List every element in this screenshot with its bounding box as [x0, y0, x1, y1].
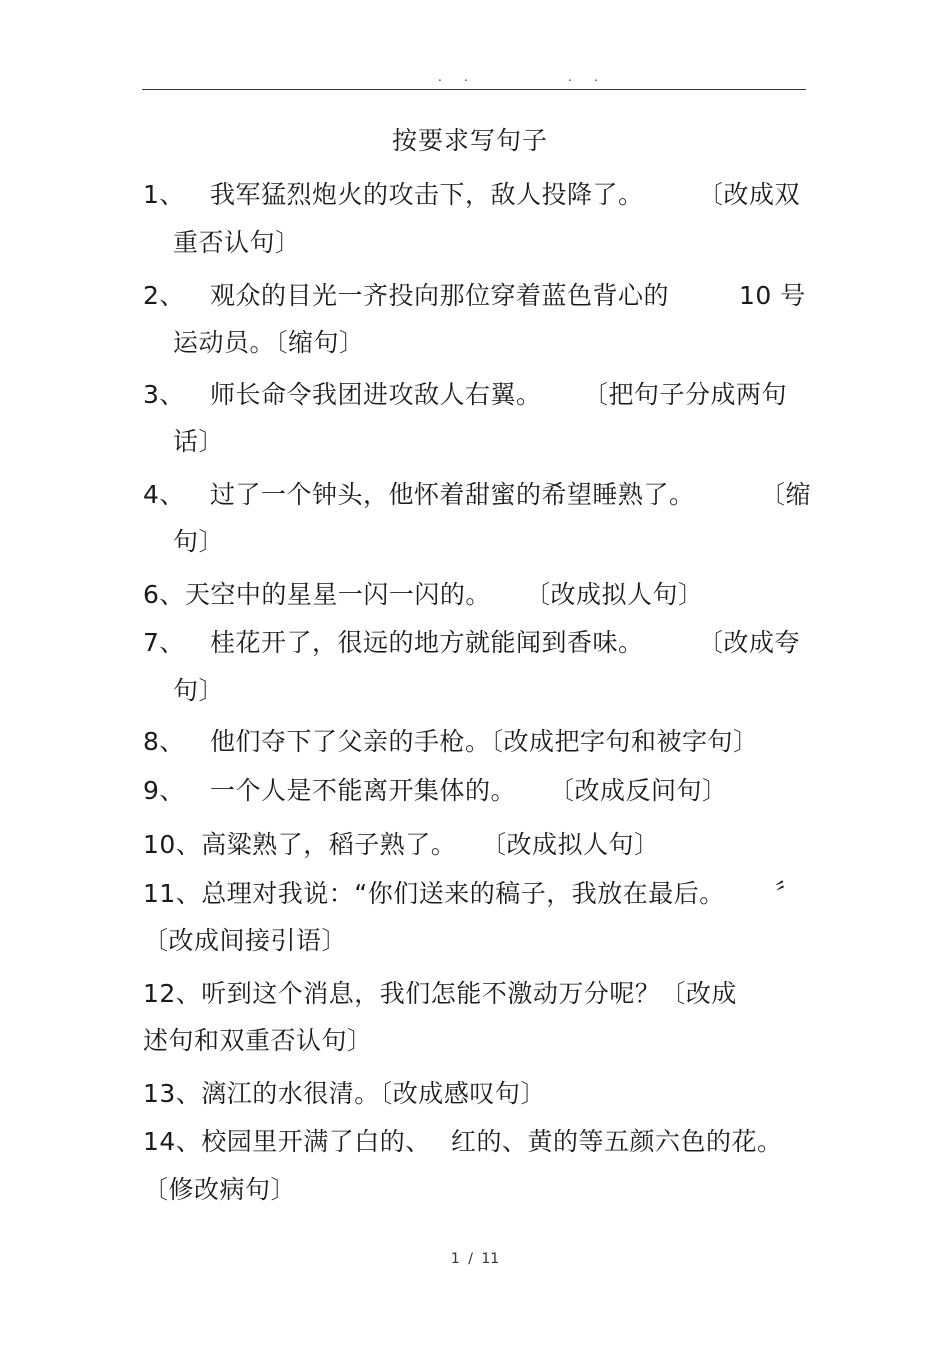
question-8 — [143, 725, 823, 759]
current-page: 1 — [450, 1251, 460, 1267]
question-text: 过了一个钟头，他怀着甜蜜的希望睡熟了。 — [210, 480, 695, 509]
question-number: 2、 — [143, 281, 185, 310]
question-number: 3、 — [143, 380, 185, 409]
question-text: 我军猛烈炮火的攻击下，敌人投降了。 — [210, 180, 644, 209]
question-14-continuation: 〔修改病句〕 — [143, 1175, 297, 1204]
question-1 — [143, 178, 823, 212]
question-requirement: 〔改成双 — [698, 180, 801, 209]
question-text: 一个人是不能离开集体的。 — [210, 776, 517, 805]
question-7 — [143, 626, 823, 660]
question-2-continuation: 运动员。〔缩句〕 — [173, 328, 365, 357]
question-4-continuation: 句〕 — [173, 527, 225, 556]
question-13: 13、漓江的水很清。〔改成感叹句〕 — [143, 1079, 546, 1108]
question-11 — [143, 877, 823, 911]
question-11-continuation: 〔改成间接引语〕 — [143, 926, 348, 955]
header-dots — [0, 70, 950, 84]
question-requirement: 〔改成拟人句〕 — [481, 830, 660, 859]
question-text-extra: 10 号 — [739, 281, 806, 310]
closing-quote-mark: 〞 — [775, 879, 801, 908]
question-number: 8、 — [143, 727, 185, 756]
question-text: 他们夺下了父亲的手枪。〔改成把字句和被字句〕 — [210, 727, 759, 756]
question-number: 1、 — [143, 180, 185, 209]
question-number: 7、 — [143, 628, 185, 657]
page-number — [0, 1250, 950, 1268]
question-text-extra: 红的、黄的等五颜六色的花。 — [451, 1127, 783, 1156]
question-number: 4、 — [143, 480, 185, 509]
question-3-continuation: 话〕 — [173, 427, 225, 456]
question-12-continuation: 述句和双重否认句〕 — [143, 1026, 373, 1055]
total-pages: 11 — [481, 1251, 500, 1267]
page-separator: / — [468, 1251, 473, 1267]
question-text: 6、天空中的星星一闪一闪的。 — [143, 580, 491, 609]
page-title: 按要求写句子 — [391, 126, 548, 155]
question-requirement: 〔改成夸 — [698, 628, 801, 657]
header-dot: . — [594, 70, 598, 84]
question-2 — [143, 279, 823, 313]
question-6 — [143, 578, 823, 612]
question-10 — [143, 828, 823, 862]
question-text: 11、总理对我说：“你们送来的稿子，我放在最后。 — [143, 879, 725, 908]
question-text: 14、校园里开满了白的、 — [143, 1127, 431, 1156]
question-text: 观众的目光一齐投向那位穿着蓝色背心的 — [210, 281, 670, 310]
header-dot: . — [464, 70, 468, 84]
question-requirement: 〔把句子分成两句 — [583, 380, 788, 409]
question-7-continuation: 句〕 — [173, 676, 225, 705]
header-rule — [142, 89, 806, 90]
question-text: 桂花开了，很远的地方就能闻到香味。 — [210, 628, 644, 657]
question-1-continuation: 重否认句〕 — [173, 228, 301, 257]
header-dot: . — [438, 70, 442, 84]
question-requirement: 〔改成反问句〕 — [549, 776, 728, 805]
question-9 — [143, 774, 823, 808]
question-requirement: 〔改成拟人句〕 — [525, 580, 704, 609]
question-number: 9、 — [143, 776, 185, 805]
header-dot: . — [568, 70, 572, 84]
question-requirement: 〔缩 — [760, 480, 812, 509]
question-12: 12、听到这个消息，我们怎能不激动万分呢？〔改成 — [143, 979, 737, 1008]
question-text: 师长命令我团进攻敌人右翼。 — [210, 380, 542, 409]
question-14 — [143, 1125, 823, 1159]
question-4 — [143, 478, 823, 512]
question-3 — [143, 378, 823, 412]
question-text: 10、高粱熟了，稻子熟了。 — [143, 830, 457, 859]
